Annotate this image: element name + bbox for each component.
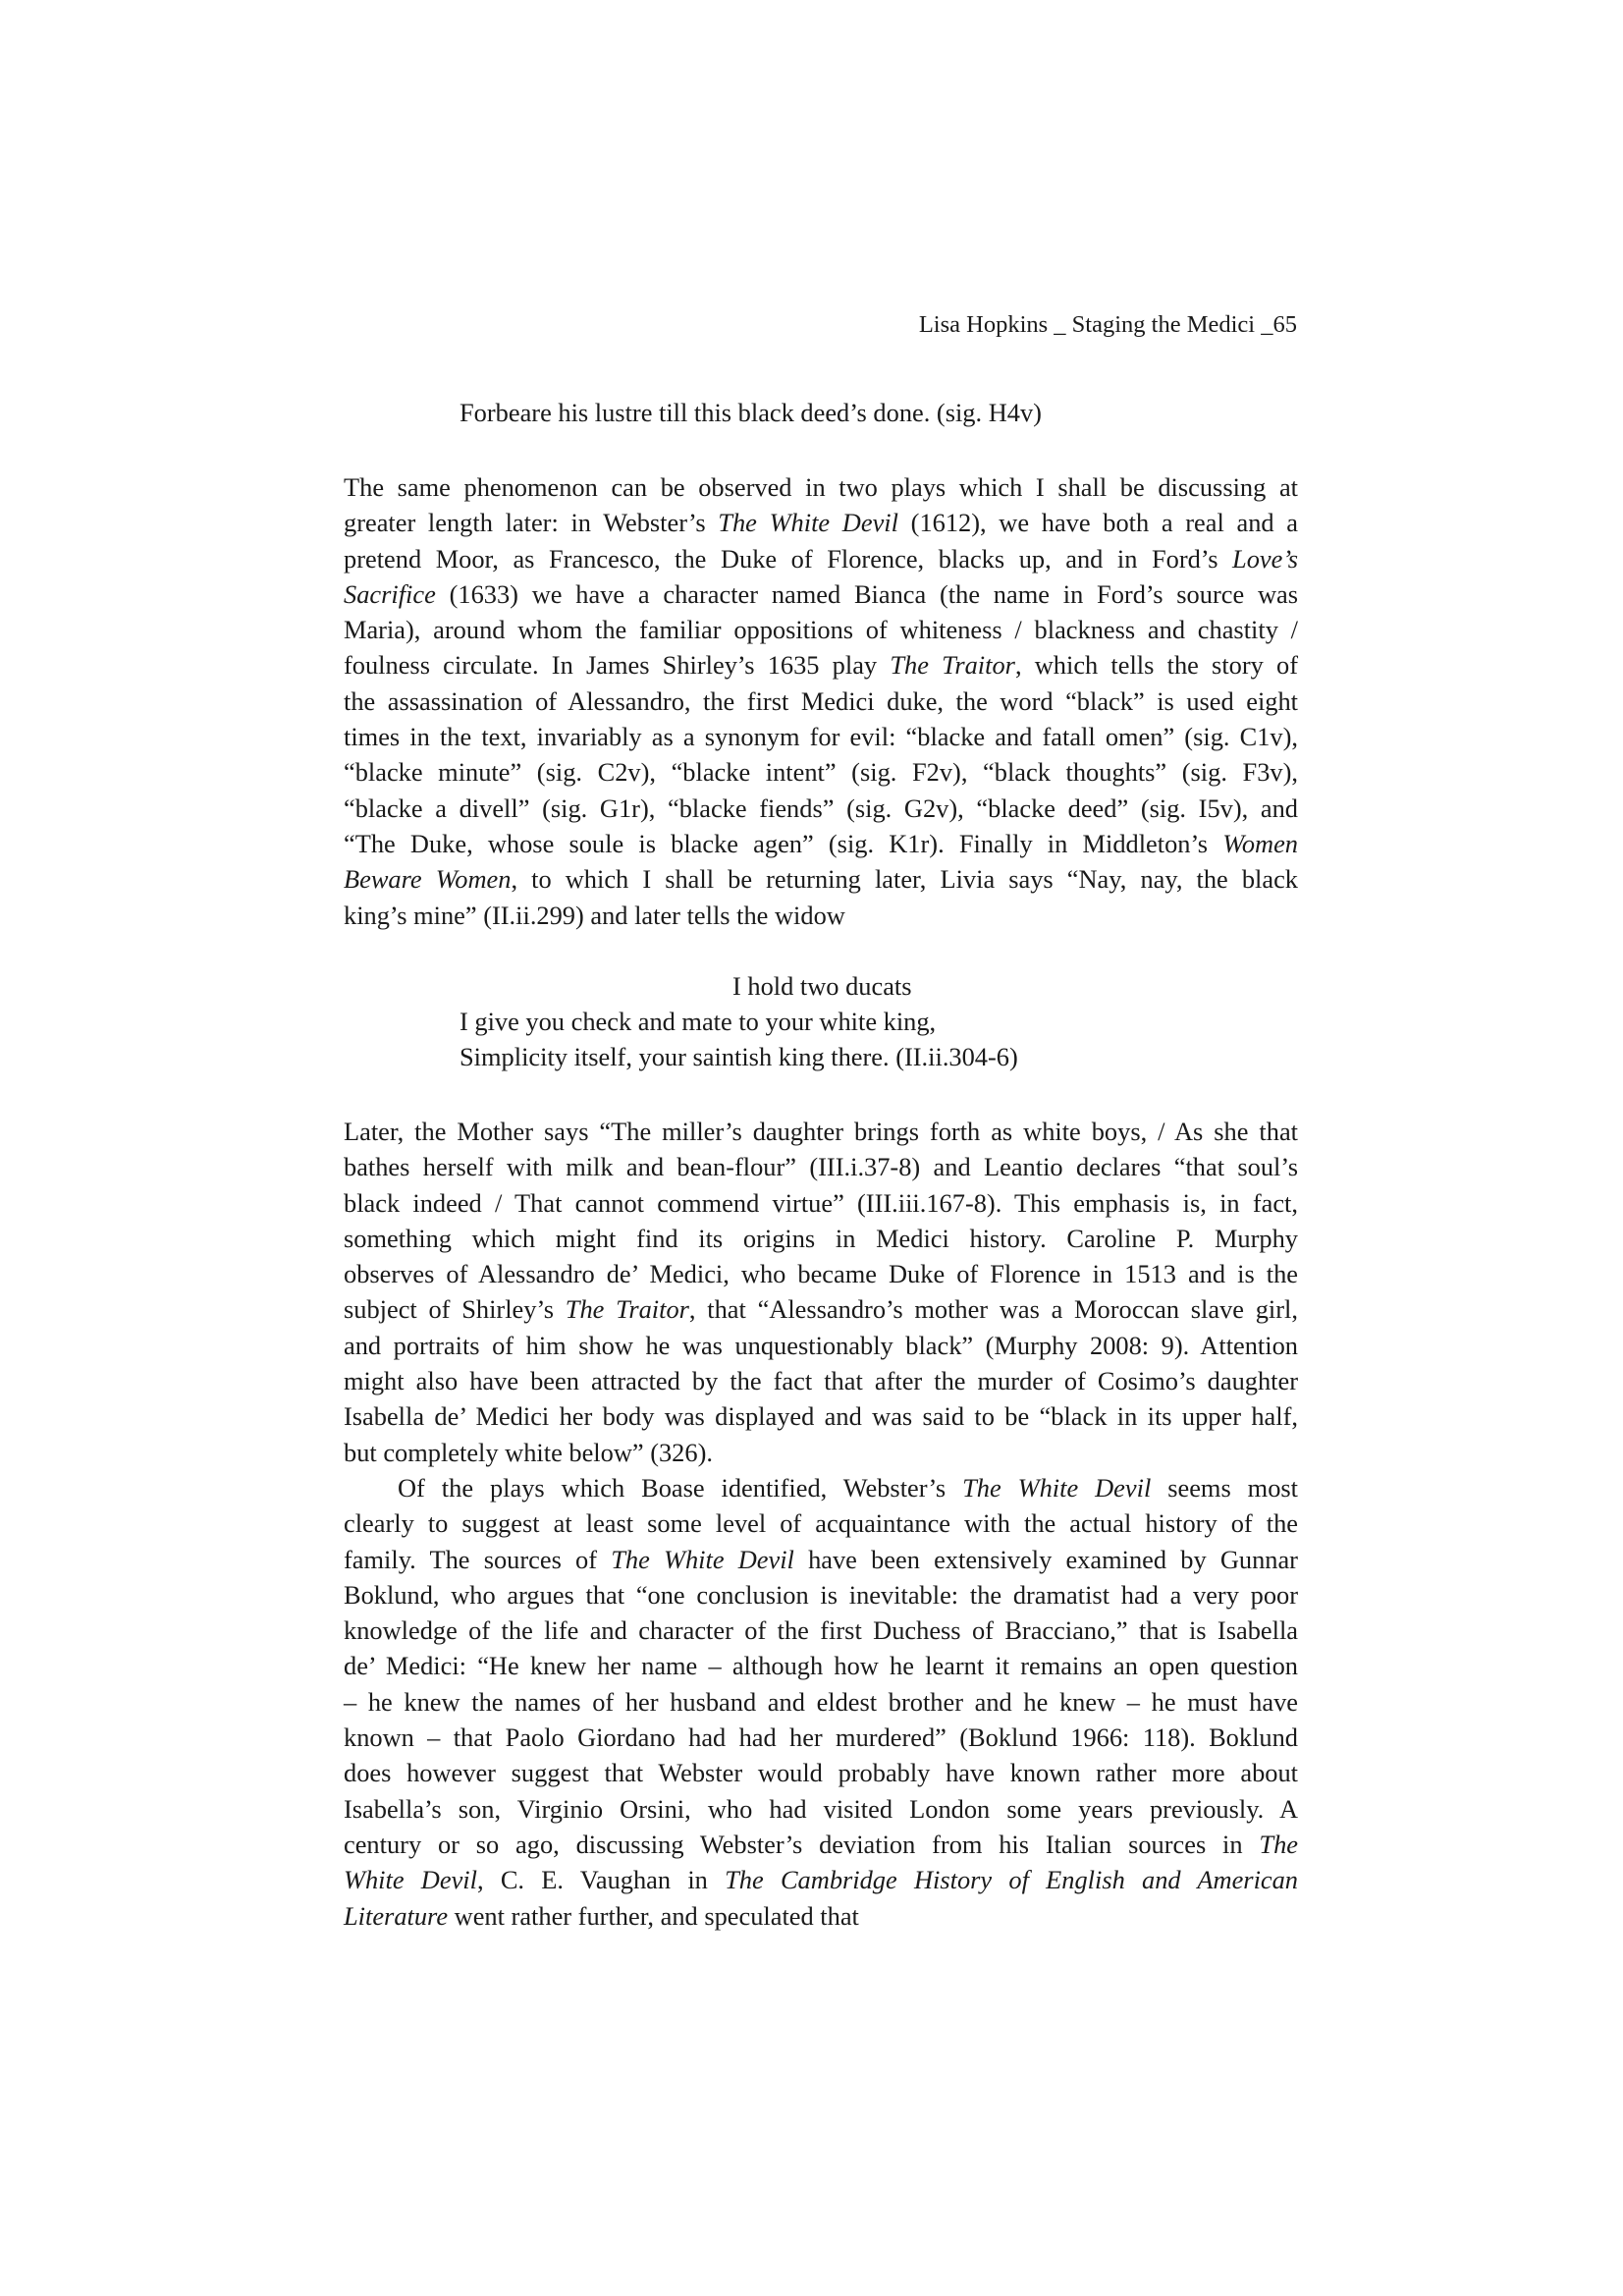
text-line: bathes herself with milk and bean-flour” (III.i.37-8) and Leantio declares “that soul’s	[344, 1152, 1298, 1182]
text-line: Later, the Mother says “The miller’s daughter brings forth as white boys, / As she that	[344, 1117, 1298, 1146]
text-line: White Devil, C. E. Vaughan in The Cambridge History of English and American	[344, 1865, 1299, 1895]
text-line: observes of Alessandro de’ Medici, who became Duke of Florence in 1513 and is the	[344, 1259, 1298, 1289]
text-line: “blacke minute” (sig. C2v), “blacke intent” (sig. F2v), “black thoughts” (sig. F3v),	[344, 757, 1298, 788]
text-line: might also have been attracted by the fact that after the murder of Cosimo’s daughter	[344, 1366, 1298, 1396]
italic-title: The Traitor	[890, 650, 1015, 681]
text-line: times in the text, invariably as a synonym for evil: “blacke and fatall omen” (sig. C1v),	[344, 722, 1298, 752]
text-line: de’ Medici: “He knew her name – although how he learnt it remains an open question	[344, 1651, 1298, 1681]
italic-title: The White Devil	[718, 508, 898, 538]
text-line: subject of Shirley’s The Traitor, that “Alessandro’s mother was a Moroccan slave girl,	[344, 1294, 1298, 1325]
text-line: knowledge of the life and character of the first Duchess of Bracciano,” that is Isabella	[344, 1615, 1298, 1646]
text-line: The same phenomenon can be observed in two plays which I shall be discussing at	[344, 472, 1298, 502]
text-line: king’s mine” (II.ii.299) and later tells the widow	[344, 900, 845, 930]
italic-title: Love’s	[1232, 543, 1298, 574]
text-line: greater length later: in Webster’s The White Devil (1612), we have both a real and a	[344, 508, 1298, 538]
text-line: clearly to suggest at least some level of acquaintance with the actual history of the	[344, 1508, 1298, 1539]
verse-quote-line-1: I hold two ducats	[732, 971, 912, 1001]
text-line: Isabella de’ Medici her body was displayed and was said to be “black in its upper half,	[344, 1401, 1298, 1432]
text-line: something which might find its origins in Medici history. Caroline P. Murphy	[344, 1223, 1298, 1253]
paragraph-1	[344, 469, 1298, 933]
text-line: pretend Moor, as Francesco, the Duke of Florence, blacks up, and in Ford’s Love’s	[344, 543, 1298, 574]
paragraph-2	[344, 1114, 1298, 1470]
verse-quote-line-2: I give you check and mate to your white king,	[460, 1007, 937, 1036]
italic-title: Sacrifice	[344, 578, 436, 609]
italic-title: White Devil	[344, 1865, 477, 1895]
text-line: – he knew the names of her husband and eldest brother and he knew – he must have	[344, 1686, 1298, 1717]
text-line: century or so ago, discussing Webster’s deviation from his Italian sources in The	[344, 1829, 1298, 1859]
italic-title: The Traitor	[565, 1294, 689, 1325]
text-line: does however suggest that Webster would probably have known rather more about	[344, 1758, 1298, 1788]
running-head: Lisa Hopkins _ Staging the Medici _65	[918, 311, 1297, 338]
italic-title: The White Devil	[962, 1473, 1152, 1503]
italic-title: Literature	[344, 1900, 449, 1931]
text-line: foulness circulate. In James Shirley’s 1635 play The Traitor, which tells the story of	[344, 650, 1299, 681]
italic-title: Women	[1222, 828, 1298, 858]
text-line: Maria), around whom the familiar oppositions of whiteness / blackness and chastity /	[344, 615, 1298, 645]
italic-title: The White Devil	[611, 1544, 794, 1574]
text-line: Beware Women, to which I shall be returning later, Livia says “Nay, nay, the black	[344, 864, 1298, 895]
text-line: known – that Paolo Giordano had had her murdered” (Boklund 1966: 118). Boklund	[344, 1722, 1298, 1753]
italic-title: Beware Women	[344, 864, 512, 895]
text-line: family. The sources of The White Devil have been extensively examined by Gunnar	[344, 1544, 1298, 1574]
block-quote-line: Forbeare his lustre till this black deed’s done. (sig. H4v)	[460, 398, 1042, 427]
text-line: the assassination of Alessandro, the first Medici duke, the word “black” is used eight	[344, 685, 1298, 716]
text-line: but completely white below” (326).	[344, 1437, 713, 1467]
text-line: Sacrifice (1633) we have a character named Bianca (the name in Ford’s source was	[344, 578, 1298, 609]
text-line: Literature went rather further, and speculated that	[344, 1900, 859, 1931]
text-line: black indeed / That cannot commend virtue” (III.iii.167-8). This emphasis is, in fact,	[344, 1187, 1298, 1218]
text-line: Of the plays which Boase identified, Webster’s The White Devil seems most	[398, 1473, 1299, 1503]
text-line: “blacke a divell” (sig. G1r), “blacke fiends” (sig. G2v), “blacke deed” (sig. I5v), and	[344, 793, 1298, 823]
verse-quote-line-3: Simplicity itself, your saintish king there. (II.ii.304-6)	[460, 1042, 1018, 1071]
text-line: “The Duke, whose soule is blacke agen” (sig. K1r). Finally in Middleton’s Women	[344, 828, 1298, 858]
text-line: Isabella’s son, Virginio Orsini, who had visited London some years previously. A	[344, 1793, 1298, 1824]
italic-title: The Cambridge History of English and American	[725, 1865, 1299, 1895]
text-line: and portraits of him show he was unquestionably black” (Murphy 2008: 9). Attention	[344, 1330, 1298, 1360]
text-line: Boklund, who argues that “one conclusion is inevitable: the dramatist had a very poor	[344, 1579, 1298, 1610]
paragraph-3	[344, 1470, 1298, 1934]
italic-title: The	[1259, 1829, 1298, 1859]
